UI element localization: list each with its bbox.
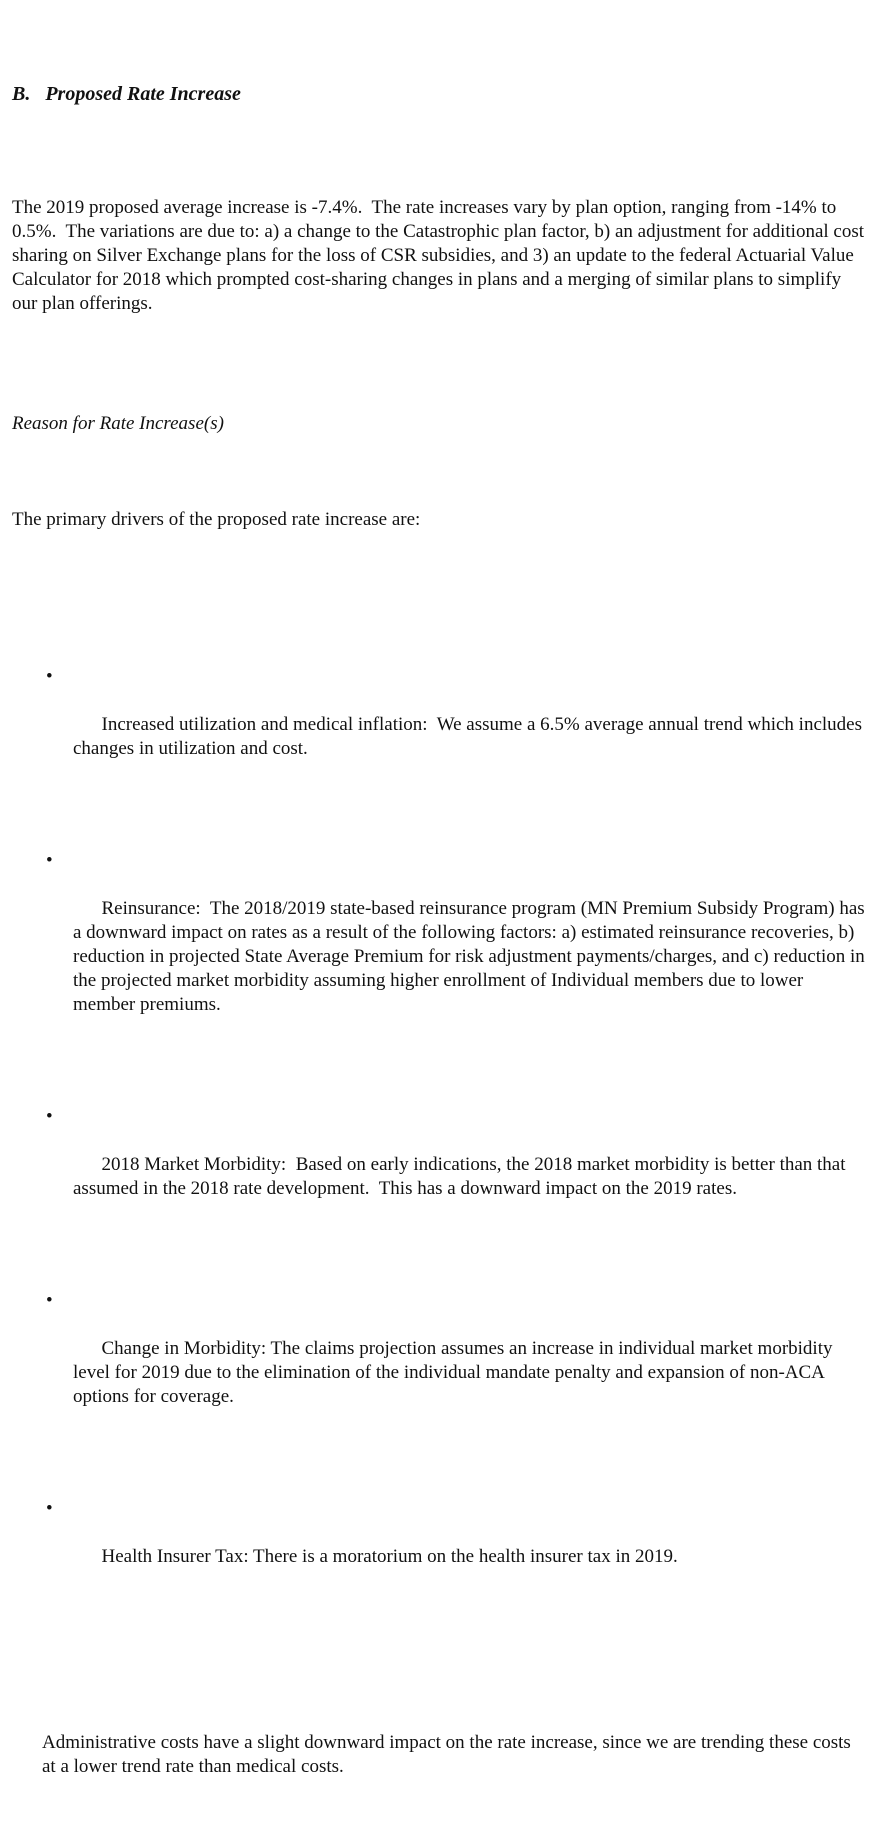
bullet-text: Increased utilization and medical inflation: We assume a 6.5% average annual trend which includes changes in utilization and cost. xyxy=(73,714,867,759)
bullet-icon xyxy=(46,849,53,873)
list-item xyxy=(12,1105,868,1225)
section-heading-label: B. xyxy=(12,83,31,105)
drivers-bullet-list xyxy=(12,617,868,1657)
closing-paragraph: Administrative costs have a slight downward impact on the rate increase, since we are trending these costs at a lower trend rate than medical costs. xyxy=(42,1732,856,1777)
bullet-icon xyxy=(46,1105,53,1129)
bullet-icon xyxy=(46,1497,53,1521)
section-heading-title: Proposed Rate Increase xyxy=(45,83,241,105)
reason-subheading: Reason for Rate Increase(s) xyxy=(12,413,224,434)
list-item xyxy=(12,1497,868,1593)
bullet-icon xyxy=(46,1289,53,1313)
list-item xyxy=(12,665,868,785)
bullet-text: Change in Morbidity: The claims projection assumes an increase in individual market morbidity level for 2019 due to the elimination of the individual mandate penalty and expansion of non-ACA options for coverage. xyxy=(73,1338,838,1407)
section-heading xyxy=(12,82,868,106)
bullet-text: Health Insurer Tax: There is a moratorium on the health insurer tax in 2019. xyxy=(101,1546,678,1567)
intro-paragraph: The 2019 proposed average increase is -7.4%. The rate increases vary by plan option, ranging from -14% to 0.5%. The variations are due to: a) a change to the Catastrophic plan factor, b) an adjustment for additional cost sharing on Silver Exchange plans for the loss of CSR subsidies, and 3) an update to the federal Actuarial Value Calculator for 2018 which prompted cost-sharing changes in plans and a merging of similar plans to simplify our plan offerings. xyxy=(12,197,869,314)
bullet-text: Reinsurance: The 2018/2019 state-based reinsurance program (MN Premium Subsidy Program) has a downward impact on rates as a result of the following factors: a) estimated reinsurance recoveries, b) reduction in projected State Average Premium for risk adjustment payments/charges, and c) reduction in the projected market morbidity assuming higher enrollment of Individual members due to lower member premiums. xyxy=(73,898,870,1015)
drivers-intro-line: The primary drivers of the proposed rate increase are: xyxy=(12,509,421,530)
bullet-text: 2018 Market Morbidity: Based on early indications, the 2018 market morbidity is better than that assumed in the 2018 rate development. This has a downward impact on the 2019 rates. xyxy=(73,1154,851,1199)
list-item xyxy=(12,1289,868,1433)
bullet-icon xyxy=(46,665,53,689)
list-item xyxy=(12,849,868,1041)
